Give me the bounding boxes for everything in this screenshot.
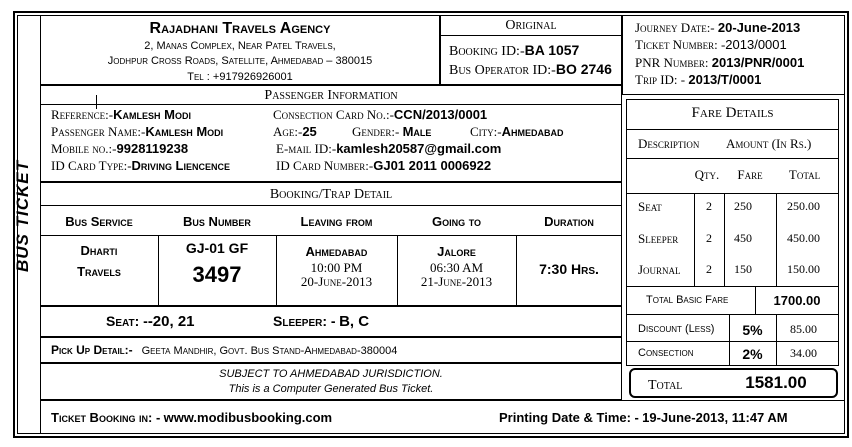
operator-id-label: Bus Operator ID:- [449, 63, 556, 78]
idtype-field [51, 158, 230, 174]
booking-site-label: Ticket Booking in: - [51, 410, 161, 425]
passenger-name-value: Kamlesh Modi [145, 124, 224, 139]
computer-generated-notice: This is a Computer Generated Bus Ticket. [228, 383, 434, 395]
pnr-number-label: PNR Number: [635, 55, 709, 70]
discount-percent: 5% [742, 322, 763, 338]
seat-value: -20, 21 [147, 313, 195, 330]
fare-row-qty: 2 [706, 262, 712, 276]
reference-label: Reference:- [51, 107, 114, 122]
seat-label: Seat: - [106, 313, 148, 329]
leaving-city: Ahmedabad [305, 244, 368, 259]
leaving-date: 20-June-2013 [300, 274, 373, 289]
mobile-label: Mobile no.:- [51, 141, 117, 156]
discount-label: Discount (Less) [638, 323, 715, 335]
operator-id [449, 61, 612, 79]
passenger-name-field [51, 124, 223, 140]
pnr-number-value: 2013/PNR/0001 [711, 55, 805, 70]
agency-address-2: Jodhpur Cross Roads, Satellite, Ahmedabad – 380015 [107, 55, 373, 67]
jurisdiction-notice: SUBJECT TO AHMEDABAD JURISDICTION. [219, 368, 443, 380]
gender-label: Gender:- [352, 124, 400, 139]
sleeper-value: B, C [339, 313, 370, 330]
going-date: 21-June-2013 [420, 274, 493, 289]
fare-row-label: Seat [638, 199, 662, 214]
bus-number-line1: GJ-01 GF [185, 240, 249, 256]
printing-date-value: 19-June-2013, 11:47 AM [642, 410, 788, 425]
mobile-field [51, 141, 188, 157]
trip-id-value: 2013/T/0001 [688, 72, 762, 87]
gender-value: Male [402, 124, 432, 139]
age-value: 25 [302, 124, 317, 139]
agency-name: Rajadhani Travels Agency [149, 20, 331, 37]
journey-date-value: 20-June-2013 [717, 20, 801, 35]
concession-field [273, 107, 487, 123]
fare-row-total: 250.00 [787, 199, 820, 213]
total-basic-fare-label: Total Basic Fare [646, 294, 729, 306]
passenger-section-title: Passenger Information [264, 88, 398, 103]
booking-site [51, 410, 332, 426]
header-duration: Duration [544, 214, 594, 229]
booking-id [449, 42, 579, 60]
email-label: E-mail ID:- [276, 141, 337, 156]
age-label: Age:- [273, 124, 303, 139]
header-going-to: Going to [431, 214, 482, 229]
header-bus-number: Bus Number [183, 214, 251, 229]
idnum-field [276, 158, 491, 174]
agency-tel: Tel : +917926926001 [187, 71, 293, 82]
seat-field [106, 313, 195, 331]
fare-row-total: 150.00 [787, 262, 820, 276]
booking-id-value: BA 1057 [524, 42, 580, 58]
idtype-label: ID Card Type:- [51, 158, 132, 173]
grand-total-label: Total [648, 378, 683, 393]
email-value[interactable]: kamlesh20587@gmail.com [336, 141, 502, 156]
leaving-time: 10:00 PM [310, 260, 363, 275]
bus-service-line1: Dharti [80, 243, 118, 258]
total-basic-fare-value: 1700.00 [773, 293, 821, 308]
journey-date-label: Journey Date:- [635, 20, 715, 35]
side-label: BUS TICKET [13, 160, 32, 272]
discount-value: 85.00 [790, 322, 817, 336]
idnum-label: ID Card Number:- [276, 158, 374, 173]
original-title: Original [505, 18, 557, 33]
fare-row-label: Journal [638, 262, 681, 277]
duration-value: 7:30 Hrs. [539, 261, 599, 277]
ticket-number [635, 37, 787, 53]
sleeper-label: Sleeper: - [273, 313, 336, 329]
trip-id [635, 72, 761, 88]
reference-field [51, 107, 191, 123]
concession-value: CCN/2013/0001 [393, 107, 488, 122]
fare-row-fare: 450 [734, 231, 752, 245]
operator-id-value: BO 2746 [555, 61, 612, 77]
sleeper-field [273, 313, 369, 331]
mobile-value: 9928119238 [116, 141, 189, 156]
ticket-number-label: Ticket Number: - [635, 37, 726, 52]
agency-address-1: 2, Manas Complex, Near Patel Travels, [144, 40, 336, 52]
pickup-label: Pick Up Detail:- [51, 343, 133, 357]
pnr-number [635, 55, 804, 71]
gender-field [352, 124, 431, 140]
fare-row-fare: 150 [734, 262, 752, 276]
header-leaving-from: Leaving from [300, 214, 373, 229]
booking-site-link[interactable]: www.modibusbooking.com [163, 410, 333, 425]
email-field [276, 141, 501, 157]
bus-number-line2: 3497 [192, 262, 242, 287]
pickup-value: Geeta Mandhir, Govt. Bus Stand-Ahmedabad-380004 [141, 345, 398, 357]
bus-service-line2: Travels [77, 264, 121, 279]
fare-row-fare: 250 [734, 199, 752, 213]
idnum-value: GJ01 2011 0006922 [373, 158, 492, 173]
fare-row-label: Sleeper [638, 231, 679, 246]
printing-date [499, 410, 788, 426]
fare-row-total: 450.00 [787, 231, 820, 245]
fare-title: Fare Details [691, 105, 774, 121]
booking-id-label: Booking ID:- [449, 44, 525, 59]
consection-percent: 2% [742, 346, 763, 362]
grand-total-value: 1581.00 [745, 373, 807, 392]
city-value: Ahmedabad [501, 124, 564, 139]
journey-date [635, 20, 800, 36]
trip-id-label: Trip ID: - [635, 72, 686, 87]
fare-header: Fare [737, 167, 763, 182]
city-field [470, 124, 564, 140]
passenger-name-label: Passenger Name:- [51, 124, 146, 139]
reference-value: Kamlesh Modi [113, 107, 191, 122]
city-label: City:- [470, 124, 502, 139]
header-bus-service: Bus Service [65, 214, 133, 229]
age-field [273, 124, 317, 140]
qty-header: Qty. [694, 167, 720, 182]
booking-section-title: Booking/Trap Detail [269, 187, 393, 202]
consection-value: 34.00 [790, 346, 817, 360]
pickup-field [51, 343, 397, 358]
printing-date-label: Printing Date & Time: - [499, 410, 639, 425]
concession-label: Consection Card No.:- [273, 107, 394, 122]
going-city: Jalore [437, 244, 476, 259]
fare-desc-header: Description [638, 136, 700, 151]
total-header: Total [788, 167, 821, 182]
consection-label: Consection [638, 347, 694, 359]
going-time: 06:30 AM [429, 260, 484, 275]
fare-row-qty: 2 [706, 199, 712, 213]
idtype-value: Driving Liencence [131, 158, 230, 173]
fare-amount-header: Amount (In Rs.) [726, 136, 812, 151]
ticket-number-value: 2013/0001 [725, 37, 787, 52]
fare-row-qty: 2 [706, 231, 712, 245]
